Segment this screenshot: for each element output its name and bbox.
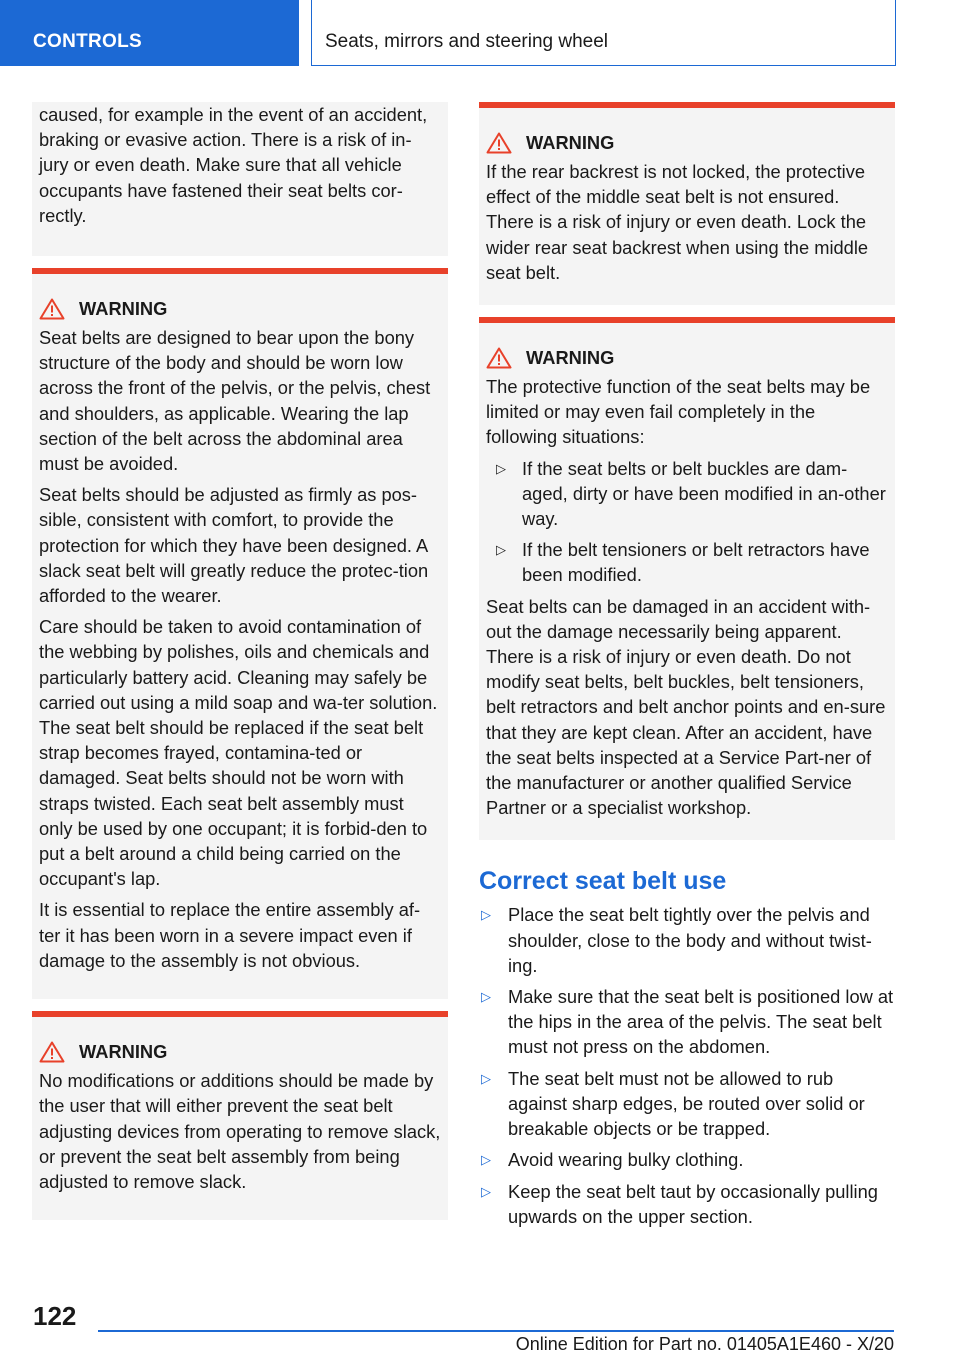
section-heading: Correct seat belt use — [479, 867, 727, 896]
continued-warning-box — [32, 102, 448, 256]
list-item: ▷ Make sure that the seat belt is positioned low at the hips in the area of the pelvis. The seat belt must not press on the abdomen. — [481, 986, 894, 1058]
warning-title: WARNING — [79, 298, 168, 320]
triangle-bullet-icon: ▷ — [481, 1070, 491, 1086]
warning-paragraph: Seat belts can be damaged in an accident with-out the damage necessarily being apparent. There is a risk of injury or even death. Do not modify seat belts, belt buckles, belt tensioners, belt retractors and belt anchor points and en-sure that they are kept clean. After an accident, have the seat belts inspected at a Service Part-ner of the manufacturer or another qualified Service Partner or a specialist workshop. — [486, 595, 886, 819]
triangle-bullet-icon: ▷ — [481, 1152, 491, 1168]
warning-paragraph: Care should be taken to avoid contamination of the webbing by polishes, oils and chemicals and particularly battery acid. Cleaning may safely be carried out using a mild soap and wa-ter solution. The seat belt should be replaced if the seat belt strap becomes frayed, contamina-ted or damaged. Seat belts should not be worn with straps twisted. Each seat belt assembly must only be used by one occupant; it is forbid-den to put a belt around a child being carried on the occupant's lap. — [39, 616, 438, 890]
chapter-title: Seats, mirrors and steering wheel — [311, 0, 896, 66]
page-header — [0, 0, 960, 66]
warning-bullet-list — [486, 456, 888, 588]
warning-title: WARNING — [526, 347, 615, 369]
list-item: ▷ If the seat belts or belt buckles are dam-aged, dirty or have been modified in an-other way. — [496, 457, 886, 530]
page-number: 122 — [33, 1301, 77, 1331]
list-item: ▷ Place the seat belt tightly over the pelvis and shoulder, close to the body and without twist-ing. — [481, 904, 872, 976]
section-body — [479, 902, 895, 1228]
warning-paragraph: It is essential to replace the entire assembly af-ter it has been worn in a severe impact even if damage to the assembly is not obvious. — [39, 899, 421, 971]
warning-title: WARNING — [526, 132, 615, 153]
warning-triangle-icon — [486, 347, 512, 369]
warning-paragraph: caused, for example in the event of an accident, braking or evasive action. There is a risk of in-jury or even death. Make sure that all vehicle occupants have fastened their seat belts cor-rectly. — [39, 104, 428, 226]
triangle-bullet-icon: ▷ — [496, 460, 506, 476]
warning-title: WARNING — [79, 1041, 168, 1063]
instruction-list — [479, 902, 895, 1228]
warning-header — [486, 130, 888, 155]
warning-triangle-icon — [486, 132, 512, 154]
warning-paragraph: Seat belts are designed to bear upon the bony structure of the body and should be worn low across the front of the pelvis, or the pelvis, chest and shoulders, as applicable. Wearing the lap section of the belt across the abdominal area must be avoided. — [39, 327, 431, 475]
triangle-bullet-icon: ▷ — [481, 989, 491, 1005]
edition-note: Online Edition for Part no. 01405A1E460 - X/20 — [515, 1334, 894, 1354]
warning-box — [32, 268, 448, 999]
warning-box — [479, 317, 895, 840]
warning-header — [486, 345, 888, 370]
warning-paragraph: The protective function of the seat belts may be limited or may even fail completely in the following situations: — [486, 376, 871, 448]
warning-paragraph: No modifications or additions should be made by the user that will either prevent the seat belt adjusting devices from operating to remove slack, or prevent the seat belt assembly from being adjusted to remove slack. — [39, 1070, 441, 1192]
triangle-bullet-icon: ▷ — [481, 1183, 491, 1199]
warning-box — [32, 1011, 448, 1220]
warning-paragraph: Seat belts should be adjusted as firmly as pos-sible, consistent with comfort, to provide the protection for which they have been designed. A slack seat belt will greatly reduce the protec-tion afforded to the wearer. — [39, 484, 429, 607]
list-item: ▷ If the belt tensioners or belt retractors have been modified. — [496, 539, 870, 586]
warning-triangle-icon — [39, 298, 65, 320]
warning-header — [39, 1039, 441, 1064]
list-item: ▷ The seat belt must not be allowed to rub against sharp edges, be routed over solid or breakable objects or be trapped. — [481, 1067, 865, 1140]
warning-header — [39, 296, 441, 321]
warning-paragraph: If the rear backrest is not locked, the protective effect of the middle seat belt is not ensured. There is a risk of injury or even death. Lock the wider rear seat backrest when using the middle seat belt. — [486, 161, 869, 283]
footer-divider — [98, 1330, 894, 1332]
warning-triangle-icon — [39, 1041, 65, 1063]
section-tab: CONTROLS — [0, 0, 299, 66]
triangle-bullet-icon: ▷ — [496, 542, 506, 558]
list-item: ▷ Avoid wearing bulky clothing. — [479, 1147, 895, 1172]
list-item: ▷ Keep the seat belt taut by occasionally pulling upwards on the upper section. — [481, 1180, 878, 1227]
triangle-bullet-icon: ▷ — [481, 907, 491, 923]
left-column — [32, 102, 448, 1220]
right-column — [479, 102, 895, 1235]
warning-box — [479, 102, 895, 305]
